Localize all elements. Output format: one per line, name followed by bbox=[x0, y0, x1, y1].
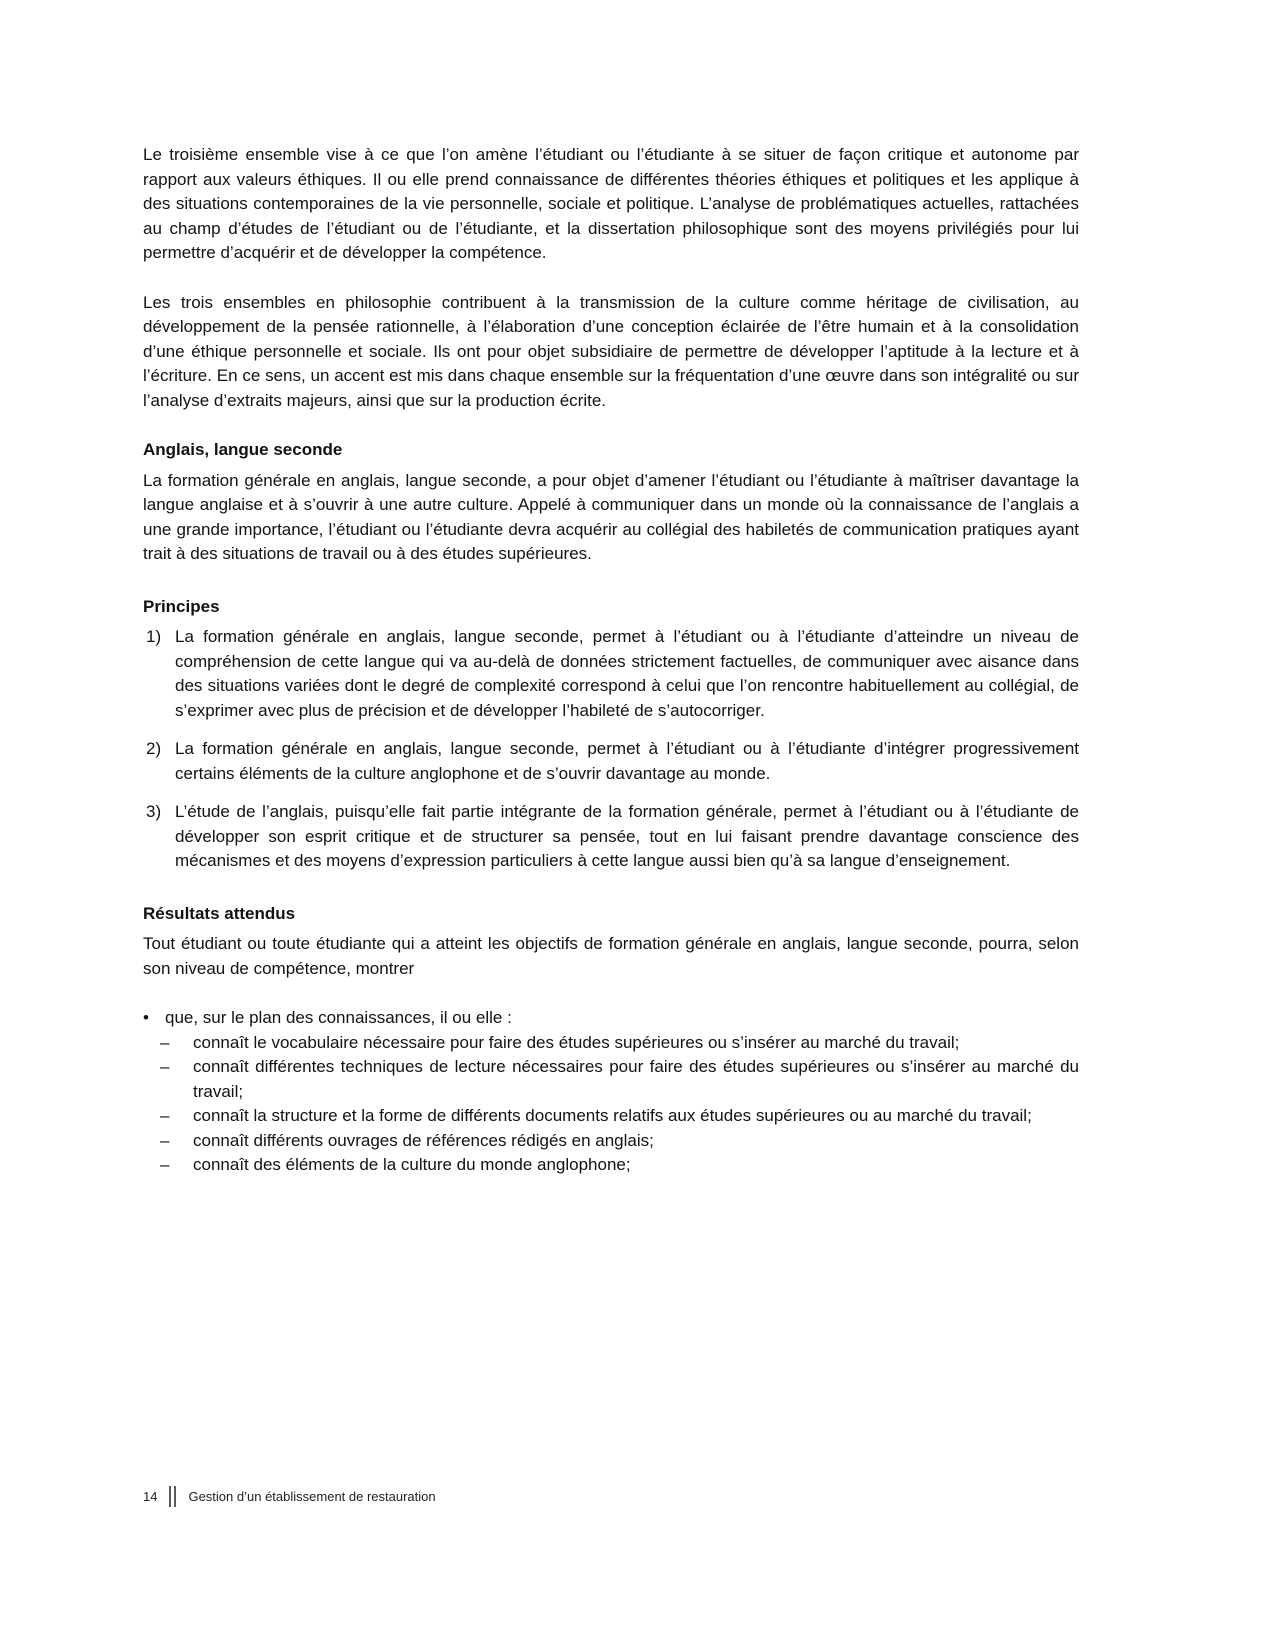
numbered-list-item bbox=[143, 625, 1079, 723]
section-heading-principes: Principes bbox=[143, 596, 220, 616]
numbered-list-item bbox=[143, 737, 1079, 786]
dash-icon: – bbox=[160, 1106, 170, 1125]
list-item-text: connaît des éléments de la culture du monde anglophone; bbox=[193, 1155, 631, 1174]
bullet-list-item bbox=[143, 1006, 1079, 1031]
paragraph-resultats-intro: Tout étudiant ou toute étudiante qui a atteint les objectifs de formation générale en anglais, langue seconde, pourra, selon son niveau de compétence, montrer bbox=[143, 934, 1079, 978]
dash-icon: – bbox=[160, 1057, 170, 1076]
list-item-text: L’étude de l’anglais, puisqu’elle fait partie intégrante de la formation générale, permet à l’étudiant ou à l’étudiante de développer son esprit critique et de structurer sa pensée, tout en lui faisant prendre davantage conscience des mécanismes et des moyens d’expression particuliers à cette langue aussi bien qu’à sa langue d’enseignement. bbox=[175, 802, 1079, 870]
paragraph-anglais-intro: La formation générale en anglais, langue seconde, a pour objet d’amener l’étudiant ou l’étudiante à maîtriser davantage la langue anglaise et à s’ouvrir à une autre culture. Appelé à communiquer dans un monde où la connaissance de l’anglais a une grande importance, l’étudiant ou l’étudiante devra acquérir au collégial des habiletés de communication pratiques ayant trait à des situations de travail ou à des études supérieures. bbox=[143, 470, 1079, 563]
section-heading-anglais: Anglais, langue seconde bbox=[143, 440, 343, 459]
dash-icon: – bbox=[160, 1130, 170, 1150]
list-marker: 1) bbox=[146, 627, 162, 646]
dash-icon: – bbox=[160, 1032, 170, 1052]
list-item-text: La formation générale en anglais, langue seconde, permet à l’étudiant ou à l’étudiante d’atteindre un niveau de compréhension de cette langue qui va au-delà de données strictement factuelles, de communiquer avec aisance dans des situations variées dont le degré de complexité correspond à celui que l’on rencontre habituellement au collégial, de s’exprimer avec plus de précision et de développer l’habileté de s’autocorriger. bbox=[175, 627, 1079, 720]
list-marker: 2) bbox=[146, 739, 162, 758]
list-item-text: connaît la structure et la forme de différents documents relatifs aux études supérieures ou au marché du travail; bbox=[193, 1106, 1032, 1125]
list-item-text: connaît différents ouvrages de références rédigés en anglais; bbox=[193, 1130, 654, 1150]
paragraph-trois-ensembles: Les trois ensembles en philosophie contribuent à la transmission de la culture comme héritage de civilisation, au développement de la pensée rationnelle, à l’élaboration d’une conception éclairée de l’être humain et à la consolidation d’une éthique personnelle et sociale. Ils ont pour objet subsidiaire de permettre de développer l’aptitude à la lecture et à l’écriture. En ce sens, un accent est mis dans chaque ensemble sur la fréquentation d’une œuvre dans son intégralité ou sur l’analyse d’extraits majeurs, ainsi que sur la production écrite. bbox=[143, 292, 1079, 410]
list-item-text: connaît différentes techniques de lecture nécessaires pour faire des études supérieures ou s’insérer au marché du travail; bbox=[193, 1057, 1079, 1101]
page-number: 14 bbox=[143, 1488, 158, 1504]
dash-icon: – bbox=[160, 1155, 170, 1174]
numbered-list-item bbox=[143, 800, 1079, 874]
dash-list-item bbox=[143, 1031, 1079, 1056]
bullet-icon: • bbox=[143, 1008, 149, 1027]
list-marker: 3) bbox=[146, 802, 162, 821]
list-item-text: La formation générale en anglais, langue seconde, permet à l’étudiant ou à l’étudiante d’intégrer progressivement certains éléments de la culture anglophone et de s’ouvrir davantage au monde. bbox=[175, 739, 1079, 783]
list-item-text: connaît le vocabulaire nécessaire pour faire des études supérieures ou s’insérer au marché du travail; bbox=[193, 1032, 960, 1052]
section-heading-resultats: Résultats attendus bbox=[143, 903, 296, 923]
footer-title: Gestion d’un établissement de restauration bbox=[188, 1488, 436, 1504]
paragraph-troisieme-ensemble: Le troisième ensemble vise à ce que l’on amène l’étudiant ou l’étudiante à se situer de façon critique et autonome par rapport aux valeurs éthiques. Il ou elle prend connaissance de différentes théories éthiques et politiques et les applique à des situations contemporaines de la vie personnelle, sociale et politique. L’analyse de problématiques actuelles, rattachées au champ d’études de l’étudiant ou de l’étudiante, et la dissertation philosophique sont des moyens privilégiés pour lui permettre d’acquérir et de développer la compétence. bbox=[143, 145, 1079, 262]
dash-list-item bbox=[143, 1153, 1079, 1178]
page-footer bbox=[143, 1486, 436, 1507]
dash-list-item bbox=[143, 1055, 1079, 1104]
dash-list-item bbox=[143, 1129, 1079, 1154]
dash-list-item bbox=[143, 1104, 1079, 1129]
bullet-list bbox=[143, 1006, 1079, 1178]
footer-separator bbox=[169, 1486, 176, 1507]
list-item-text: que, sur le plan des connaissances, il ou elle : bbox=[165, 1008, 512, 1027]
